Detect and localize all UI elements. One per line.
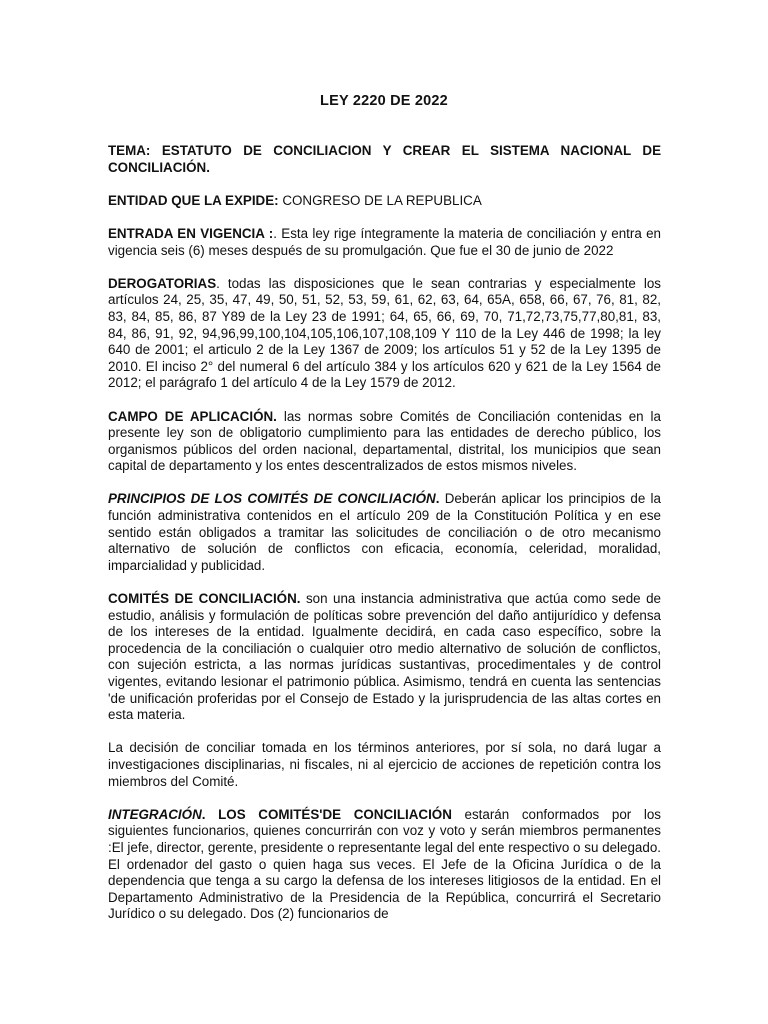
document-body <box>108 143 661 940</box>
comites-paragraph <box>108 591 661 724</box>
comites-label: COMITÉS DE CONCILIACIÓN. <box>108 591 301 607</box>
integracion-label-rest: . LOS COMITÉS'DE CONCILIACIÓN <box>201 806 452 822</box>
campo-text: las normas sobre Comités de Conciliación contenidas en la presente ley son de obligatorio cumplimiento para las entidades de derecho público, los organismos públicos del orden nacional, departamental, distrital, los municipios que sean capital de departamento y los entes descentralizados de estos mismos niveles. <box>108 408 661 474</box>
integracion-paragraph <box>108 807 661 923</box>
derogatorias-text: . todas las disposiciones que le sean contrarias y especialmente los artículos 24, 25, 35, 47, 49, 50, 51, 52, 53, 59, 61, 62, 63, 64, 65A, 658, 66, 67, 76, 81, 82, 83, 84, 85, 86, 87 Y89 de la Ley 23 de 1991; 64, 65, 66, 69, 70, 71,72,73,75,77,80,81, 83, 84, 86, 91, 92, 94,96,99,100,104,105,106,107,108,109 Y 110 de la Ley 446 de 1998; la ley 640 de 2001; el articulo 2 de la Ley 1367 de 2009; los artículos 51 y 52 de la Ley 1395 de 2010. El inciso 2° del numeral 6 del artículo 384 y los artículos 620 y 621 de la Ley 1564 de 2012; el parágrafo 1 del artículo 4 de la Ley 1579 de 2012. <box>108 275 661 391</box>
tema-label: TEMA: ESTATUTO DE CONCILIACION Y CREAR EL SISTEMA NACIONAL DE CONCILIACIÓN. <box>108 143 661 175</box>
campo-label: CAMPO DE APLICACIÓN. <box>108 408 277 424</box>
integracion-label-italic: INTEGRACIÓN <box>108 806 202 822</box>
integracion-text: estarán conformados por los siguientes funcionarios, quienes concurrirán con voz y voto y serán miembros permanentes :El jefe, director, gerente, presidente o representante legal del ente respectivo o su delegado. El ordenador del gasto o quien haga sus veces. El Jefe de la Oficina Jurídica o de la dependencia que tenga a su cargo la defensa de los intereses litigiosos de la entidad. En el Departamento Administrativo de la Presidencia de la República, concurrirá el Secretario Jurídico o su delegado. Dos (2) funcionarios de <box>108 806 661 922</box>
document-title: LEY 2220 DE 2022 <box>320 93 448 109</box>
tema-paragraph <box>108 143 661 176</box>
vigencia-label: ENTRADA EN VIGENCIA : <box>108 225 274 241</box>
principios-paragraph <box>108 491 661 574</box>
vigencia-paragraph <box>108 226 661 259</box>
principios-label: PRINCIPIOS DE LOS COMITÉS DE CONCILIACIÓN <box>108 491 436 507</box>
campo-paragraph <box>108 409 661 475</box>
entidad-label: ENTIDAD QUE LA EXPIDE: <box>108 192 279 208</box>
comites-text: son una instancia administrativa que actúa como sede de estudio, análisis y formulación de políticas sobre prevención del daño antijurídico y defensa de los intereses de la entidad. Igualmente decidirá, en cada caso específico, sobre la procedencia de la conciliación o cualquier otro medio alternativo de solución de conflictos, con sujeción estricta, a las normas jurídicas sustantivas, procedimentales y de control vigentes, evitando lesionar el patrimonio pública. Asimismo, tendrá en cuenta las sentencias 'de unificación proferidas por el Consejo de Estado y la jurisprudencia de las altas cortes en esta materia. <box>108 591 661 723</box>
vigencia-text: . Esta ley rige íntegramente la materia de conciliación y entra en vigencia seis (6) meses después de su promulgación. Que fue el 30 de junio de 2022 <box>108 225 662 258</box>
decision-text: La decisión de conciliar tomada en los términos anteriores, por sí sola, no dará lugar a investigaciones disciplinarias, ni fiscales, ni al ejercicio de acciones de repetición contra los miembros del Comité. <box>108 740 661 789</box>
principios-label-end: . <box>435 491 440 507</box>
derogatorias-label: DEROGATORIAS <box>108 275 217 291</box>
principios-text: Deberán aplicar los principios de la función administrativa contenidos en el artículo 209 de la Constitución Política y en ese sentido están obligados a tramitar las solicitudes de conciliación o de otro mecanismo alternativo de solución de conflictos con eficacia, economía, celeridad, moralidad, imparcialidad y publicidad. <box>108 491 661 573</box>
derogatorias-paragraph <box>108 276 661 392</box>
entidad-text: CONGRESO DE LA REPUBLICA <box>278 192 482 208</box>
decision-paragraph <box>108 740 661 790</box>
entidad-paragraph <box>108 193 661 210</box>
